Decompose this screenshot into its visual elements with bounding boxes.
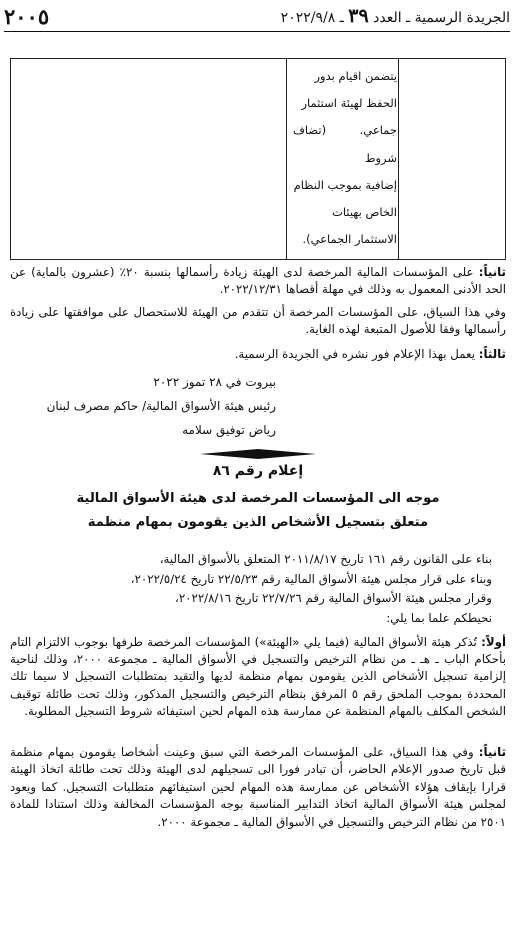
gazette-title: الجريدة الرسمية ـ العدد [373,10,510,26]
context-paragraph [10,304,506,337]
continued-table [10,58,506,260]
header-separator: ـ [339,10,344,26]
clause-third [10,346,506,363]
clause-text: وفي هذا السياق، على المؤسسات المرخصة التي سبق وعينت أشخاصا يقومون بمهام منظمة قبل تاريخ صدور الإعلام الحاضر، أن تبادر فورا الى تسجيلهم لدى الهيئة وذلك تحت طائلة اتخاذ الهيئة قرارا بإيقاف هؤلاء الأشخاص عن ممارسة هذه المهام لحين استيفائهم متطلبات التسجيل. كما ويعود لمجلس هيئة الأسواق المالية اتخاذ التدابير المناسبة بوجه المؤسسات المخالفة وذلك استنادا للمادة ٢٥٠١ من نظام الترخيص والتسجيل في الأسواق المالية ـ مجموعة ٢٠٠٠. [10,745,506,829]
context-text: وفي هذا السياق، على المؤسسات المرخصة أن تتقدم من الهيئة للاستحصال على موافقتها على زيادة رأسمالها وفقا للأصول المتبعة لهذه الغاية. [10,305,506,336]
notice-subtitle-line1: موجه الى المؤسسات المرخصة لدى هيئة الأسواق المالية [76,491,440,506]
preamble-line: وبناء على قرار مجلس هيئة الأسواق المالية رقم ٢٢/٥/٢٣ تاريخ ٢٠٢٢/٥/٢٤، [130,571,492,586]
running-title [281,5,510,31]
clause-text: تُذكر هيئة الأسواق المالية (فيما يلي «الهيئة») المؤسسات المرخصة طرفها بوجوب الالتزام التام بأحكام الباب ـ هـ ـ من نظام الترخيص والتسجيل في الأسواق المالية ـ مجموعة ٢٠٠٠، وذلك لناحية إلزامية تسجيل الأشخاص الذين يقومون بمهام منظمة لديها والتقيد بمتطلبات التسجيل لا سيما تلك المحددة بموجب الملحق رقم ٥ المرفق بنظام الترخيص والتسجيل المذكور، وذلك تحت طائلة توقيف الشخص المكلف بالمهام المنظمة عن ممارسة هذه المهام لحين استيفائه شروط التسجيل المطلوبة. [10,635,506,718]
clause-label: ثانياً: [478,265,506,279]
signatory-title: رئيس هيئة الأسواق المالية/ حاكم مصرف لبنان [46,399,276,413]
clause-first [10,634,506,720]
signature-block [47,370,276,442]
preamble-line: وقرار مجلس هيئة الأسواق المالية رقم ٢٢/٧/٢٦ تاريخ ٢٠٢٢/٨/١٦، [175,591,492,606]
clause-label: ثانياً: [478,745,507,759]
clause-second [10,744,506,831]
ornamental-separator [0,447,516,461]
table-column-divider [398,59,399,259]
issue-date: ٢٠٢٢/٩/٨ [280,10,336,26]
notice-number: إعلام رقم ٨٦ [212,463,304,479]
separator-diamond [200,449,316,459]
clause-label: أولاً: [481,635,507,649]
table-cell-line: الحفظ لهيئة استثمار [301,96,397,111]
signatory-name: رياض توفيق سلامه [182,423,276,437]
table-cell-line: الاستثمار الجماعي). [302,232,397,247]
clause-text: على المؤسسات المالية المرخصة لدى الهيئة زيادة رأسمالها بنسبة ٢٠٪ (عشرون بالماية) عن الحد الأدنى المعمول به وذلك في مهلة أقصاها ٢٠٢٢/١٢/٣١. [10,265,506,296]
preamble [10,550,492,628]
table-column-divider [286,59,287,259]
page-header [4,6,510,32]
preamble-line: بناء على القانون رقم ١٦١ تاريخ ٢٠١١/٨/١٧ المتعلق بالأسواق المالية، [159,552,492,566]
notice-subtitle-line2: متعلق بتسجيل الأشخاص الذين يقومون بمهام منظمة [87,515,429,530]
clause-text: يعمل بهذا الإعلام فور نشره في الجريدة الرسمية. [234,347,475,361]
table-cell-line: الخاص بهيئات [332,205,397,220]
clause-second-previous [10,264,506,297]
clause-label: ثالثاً: [478,347,506,361]
table-cell-line: جماعي. (تضاف شروط [293,123,397,165]
place-date: بيروت في ٢٨ تموز ٢٠٢٢ [153,375,276,389]
page-number: ٢٠٠٥ [4,4,50,29]
preamble-line: نحيطكم علما بما يلي: [386,610,492,625]
table-cell-line: إضافية بموجب النظام [293,177,397,192]
table-cell-text [293,63,397,253]
issue-number: ٣٩ [348,5,369,27]
table-cell-line: يتضمن اقيام بدور [314,69,397,83]
